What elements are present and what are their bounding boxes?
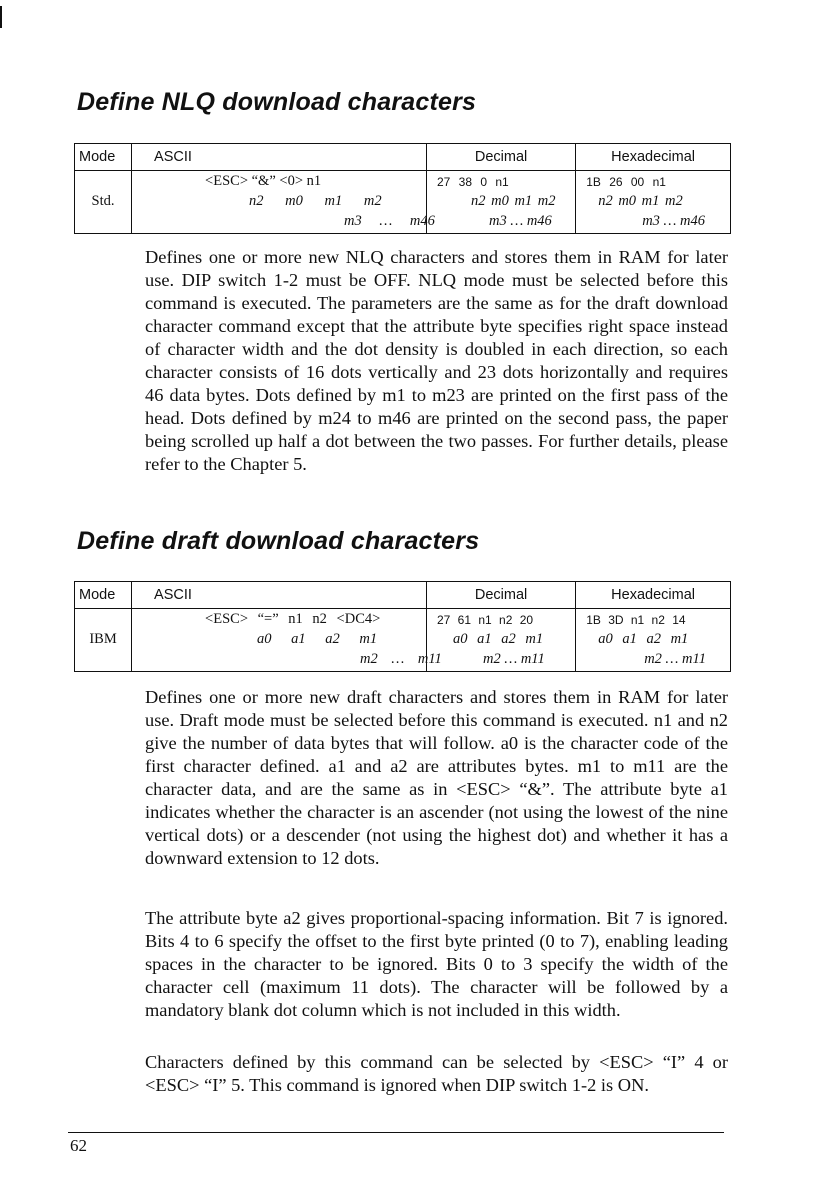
decimal-line-3: m3 … m46: [488, 213, 552, 229]
selection-note: Characters defined by this command can be selected by <ESC> “I” 4 or <ESC> “I” 5. This command is ignored when DIP switch 1-2 is ON.: [145, 1052, 728, 1095]
decimal-line-2: n2 m0 m1 m2: [470, 193, 556, 209]
section-title-draft: Define draft download characters: [77, 527, 480, 555]
decimal-line-3: m2 … m11: [482, 651, 545, 667]
decimal-line-1: 27 38 0 n1: [436, 175, 509, 189]
mode-value: IBM: [89, 631, 117, 647]
page-edge-mark: [0, 6, 2, 28]
hex-line-3: m3 … m46: [642, 213, 706, 229]
ascii-line-3: m3 … m46: [344, 213, 435, 229]
decimal-line-2: a0 a1 a2 m1: [452, 631, 544, 647]
header-mode: Mode: [75, 582, 132, 609]
ascii-line-1: <ESC> “&” <0> n1: [205, 173, 322, 189]
header-hex: Hexadecimal: [576, 144, 731, 171]
hex-line-2: n2 m0 m1 m2: [598, 193, 683, 209]
header-hex: Hexadecimal: [576, 582, 731, 609]
draft-description: Defines one or more new draft characters and stores them in RAM for later use. Draft mode must be selected before this command is executed. n1 and n2 give the number of data bytes that will follow. a0 is the character code of the first character defined. a1 and a2 are attributes bytes. m1 to m11 are the character data, and are the same as in <ESC> “&”. The attribute byte a1 indicates whether the character is an ascender (not using the lowest of the nine vertical dots) or a descender (not using the highest dot) and whether it has a downward extension to 12 dots.: [145, 687, 728, 868]
table-header-row: [75, 144, 731, 171]
mode-value: Std.: [91, 193, 115, 209]
table-data-row: [75, 171, 731, 234]
section-title-nlq: Define NLQ download characters: [77, 88, 477, 116]
header-mode: Mode: [75, 144, 132, 171]
header-decimal: Decimal: [426, 144, 575, 171]
attribute-description: The attribute byte a2 gives proportional-spacing information. Bit 7 is ignored. Bits 4 to 6 specify the offset to the first byte printed (0 to 7), enabling leading spaces in the character to be ignored. Bits 0 to 3 specify the width of the character cell (maximum 11 dots). The character will be followed by a mandatory blank dot column which is not included in this width.: [145, 908, 728, 1020]
decimal-line-1: 27 61 n1 n2 20: [436, 613, 534, 627]
footer-rule: [68, 1132, 724, 1133]
table-header-row: [75, 582, 731, 609]
hex-line-2: a0 a1 a2 m1: [598, 631, 689, 647]
hex-line-3: m2 … m11: [644, 651, 706, 667]
header-ascii: ASCII: [132, 144, 427, 171]
ascii-line-2: n2 m0 m1 m2: [249, 193, 382, 209]
table-data-row: [75, 609, 731, 672]
header-ascii: ASCII: [132, 582, 427, 609]
ascii-line-3: m2 … m11: [360, 651, 442, 667]
command-table-nlq: [74, 143, 731, 234]
hex-line-1: 1B 3D n1 n2 14: [586, 613, 686, 627]
hex-line-1: 1B 26 00 n1: [586, 175, 666, 189]
nlq-description: Defines one or more new NLQ characters and stores them in RAM for later use. DIP switch 1-2 must be OFF. NLQ mode must be selected before this command is executed. The parameters are the same as for the draft download character command except that the attribute byte specifies right space instead of character width and the dot density is doubled in each direction, so each character consists of 16 dots vertically and 23 dots horizontally and requires 46 data bytes. Dots defined by m1 to m23 are printed on the first pass of the head. Dots defined by m24 to m46 are printed on the second pass, the paper being scrolled up half a dot between the two passes. For further details, please refer to the Chapter 5.: [145, 247, 728, 474]
ascii-line-1: <ESC> “=” n1 n2 <DC4>: [205, 611, 381, 627]
page-number: 62: [70, 1136, 87, 1155]
header-decimal: Decimal: [426, 582, 575, 609]
ascii-line-2: a0 a1 a2 m1: [257, 631, 378, 647]
command-table-draft: [74, 581, 731, 672]
